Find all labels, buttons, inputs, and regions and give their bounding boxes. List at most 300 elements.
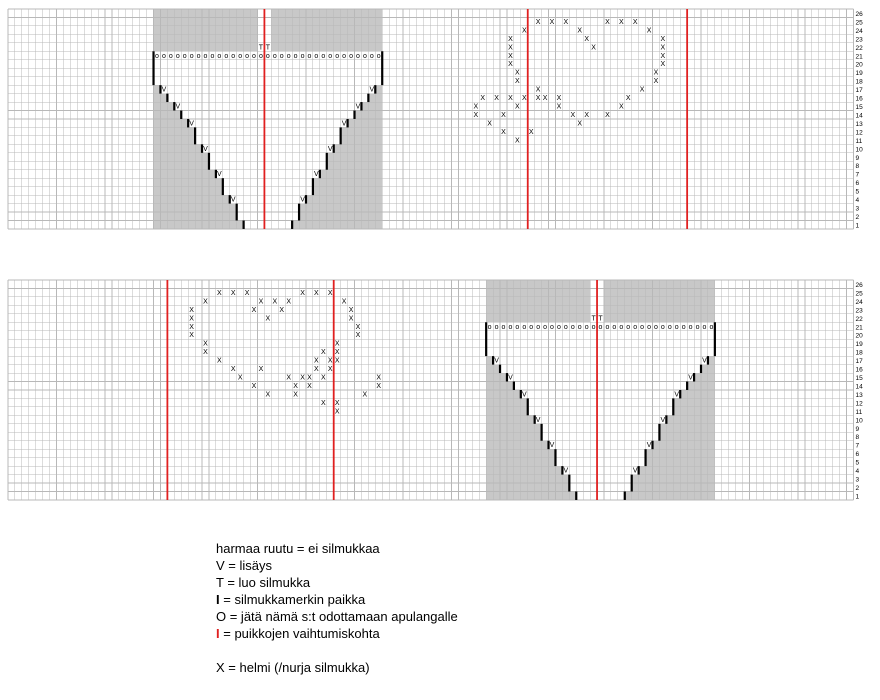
stitch-cell (285, 68, 292, 76)
stitch-cell (202, 68, 209, 76)
purl-stitch: X (639, 86, 645, 94)
stitch-cell (174, 94, 181, 102)
stitch-cell (576, 407, 583, 415)
stitch-cell (244, 85, 251, 93)
stitch-cell (569, 339, 576, 347)
stitch-cell (549, 339, 556, 347)
stitch-cell (244, 111, 251, 119)
stitch-cell (569, 449, 576, 457)
purl-stitch: X (515, 69, 520, 77)
hold-stitch: o (175, 52, 180, 60)
purl-stitch: X (300, 289, 305, 297)
stitch-cell (535, 382, 542, 390)
hold-stitch: o (369, 52, 374, 60)
stitch-cell (583, 398, 590, 406)
stitch-cell (666, 339, 673, 347)
purl-stitch: X (334, 340, 340, 348)
hold-stitch: o (570, 323, 575, 331)
increase-stitch: V (161, 86, 167, 94)
purl-stitch: X (189, 323, 194, 331)
increase-stitch: V (217, 171, 222, 179)
stitch-cell (285, 127, 292, 135)
stitch-cell (625, 373, 632, 381)
stitch-cell (535, 331, 542, 339)
stitch-cell (223, 85, 230, 93)
stitch-cell (327, 94, 334, 102)
purl-stitch: X (605, 18, 610, 26)
stitch-cell (521, 331, 528, 339)
legend-marker (216, 591, 458, 608)
purl-stitch: X (570, 111, 576, 119)
stitch-cell (590, 466, 597, 474)
stitch-cell (264, 119, 271, 127)
stitch-cell (257, 187, 264, 195)
stitch-cell (278, 68, 285, 76)
stitch-cell (694, 331, 701, 339)
stitch-cell (237, 127, 244, 135)
stitch-cell (195, 102, 202, 110)
stitch-cell (195, 85, 202, 93)
stitch-cell (562, 382, 569, 390)
stitch-cell (555, 348, 562, 356)
purl-stitch: X (327, 366, 333, 374)
stitch-cell (576, 331, 583, 339)
red-text: = puikkojen vaihtumiskohta (219, 626, 380, 641)
hold-stitch: o (640, 323, 645, 331)
stitch-cell (202, 102, 209, 110)
stitch-cell (251, 102, 258, 110)
purl-stitch: X (230, 366, 236, 374)
stitch-cell (299, 178, 306, 186)
stitch-cell (278, 136, 285, 144)
stitch-cell (583, 415, 590, 423)
stitch-cell (659, 331, 666, 339)
stitch-cell (542, 365, 549, 373)
stitch-cell (625, 407, 632, 415)
stitch-cell (569, 415, 576, 423)
stitch-cell (562, 356, 569, 364)
stitch-cell (285, 136, 292, 144)
stitch-cell (341, 68, 348, 76)
stitch-cell (535, 407, 542, 415)
stitch-cell (181, 85, 188, 93)
stitch-cell (341, 77, 348, 85)
stitch-cell (687, 331, 694, 339)
stitch-cell (327, 60, 334, 68)
purl-stitch: X (258, 366, 264, 374)
stitch-cell (285, 178, 292, 186)
stitch-cell (618, 466, 625, 474)
stitch-cell (583, 492, 590, 500)
stitch-cell (355, 60, 362, 68)
purl-stitch: X (473, 103, 479, 111)
legend-o: O = jätä nämä s:t odottamaan apulangalle (216, 609, 458, 624)
stitch-cell (223, 153, 230, 161)
stitch-cell (257, 153, 264, 161)
stitch-cell (618, 339, 625, 347)
stitch-cell (569, 458, 576, 466)
stitch-cell (576, 475, 583, 483)
stitch-cell (264, 17, 271, 25)
stitch-cell (306, 144, 313, 152)
stitch-cell (209, 85, 216, 93)
row-number: 13 (855, 391, 863, 399)
stitch-cell (604, 475, 611, 483)
stitch-cell (583, 382, 590, 390)
increase-stitch: V (314, 171, 319, 179)
stitch-cell (327, 102, 334, 110)
stitch-cell (535, 398, 542, 406)
purl-stitch: X (320, 374, 326, 382)
legend-gray: harmaa ruutu = ei silmukkaa (216, 541, 380, 556)
stitch-cell (673, 331, 680, 339)
stitch-cell (292, 195, 299, 203)
stitch-cell (264, 94, 271, 102)
stitch-cell (244, 195, 251, 203)
stitch-cell (576, 449, 583, 457)
legend-t: T = luo silmukka (216, 575, 311, 590)
purl-stitch: X (355, 332, 361, 340)
stitch-cell (216, 127, 223, 135)
stitch-cell (625, 390, 632, 398)
stitch-cell (576, 373, 583, 381)
stitch-cell (604, 373, 611, 381)
stitch-cell (576, 458, 583, 466)
stitch-cell (632, 382, 639, 390)
row-number: 10 (855, 417, 863, 425)
stitch-cell (257, 17, 264, 25)
stitch-cell (673, 348, 680, 356)
stitch-cell (555, 424, 562, 432)
stitch-cell (299, 60, 306, 68)
stitch-cell (583, 475, 590, 483)
stitch-cell (244, 127, 251, 135)
stitch-cell (202, 77, 209, 85)
purl-stitch: X (258, 298, 264, 306)
stitch-cell (590, 339, 597, 347)
stitch-cell (216, 94, 223, 102)
stitch-cell (244, 77, 251, 85)
stitch-cell (251, 153, 258, 161)
stitch-cell (257, 60, 264, 68)
stitch-cell (292, 77, 299, 85)
stitch-cell (542, 398, 549, 406)
stitch-cell (535, 373, 542, 381)
row-number: 17 (855, 358, 863, 366)
stitch-cell (694, 356, 701, 364)
hold-stitch: o (626, 323, 631, 331)
stitch-cell (597, 365, 604, 373)
purl-stitch: X (217, 357, 222, 365)
stitch-cell (632, 424, 639, 432)
increase-stitch: V (563, 467, 569, 475)
stitch-cell (230, 119, 237, 127)
stitch-cell (549, 365, 556, 373)
stitch-cell (223, 119, 230, 127)
stitch-cell (680, 348, 687, 356)
purl-stitch: X (376, 374, 382, 382)
stitch-cell (251, 94, 258, 102)
stitch-cell (542, 415, 549, 423)
stitch-cell (528, 356, 535, 364)
purl-stitch: X (279, 306, 285, 314)
row-number: 18 (855, 78, 863, 86)
stitch-cell (237, 102, 244, 110)
stitch-cell (569, 432, 576, 440)
stitch-cell (611, 398, 618, 406)
stitch-cell (652, 365, 659, 373)
stitch-cell (618, 432, 625, 440)
purl-stitch: X (293, 382, 298, 390)
chart-grid (8, 9, 853, 229)
stitch-cell (195, 94, 202, 102)
increase-stitch: V (175, 103, 181, 111)
hold-stitch: o (660, 323, 665, 331)
stitch-cell (632, 415, 639, 423)
stitch-cell (285, 153, 292, 161)
hold-stitch: o (674, 323, 679, 331)
stitch-cell (223, 60, 230, 68)
stitch-cell (334, 85, 341, 93)
stitch-cell (244, 60, 251, 68)
stitch-cell (652, 390, 659, 398)
stitch-cell (257, 161, 264, 169)
stitch-cell (521, 348, 528, 356)
purl-stitch: X (508, 44, 513, 52)
stitch-cell (625, 415, 632, 423)
stitch-cell (209, 102, 216, 110)
stitch-cell (597, 356, 604, 364)
purl-stitch: X (501, 128, 506, 136)
stitch-cell (244, 119, 251, 127)
stitch-cell (555, 398, 562, 406)
stitch-cell (639, 390, 646, 398)
row-number: 16 (855, 366, 863, 374)
stitch-cell (583, 348, 590, 356)
row-number: 25 (855, 19, 863, 27)
stitch-cell (576, 348, 583, 356)
stitch-cell (251, 60, 258, 68)
purl-stitch: X (605, 111, 610, 119)
stitch-cell (264, 161, 271, 169)
stitch-cell (611, 365, 618, 373)
purl-stitch: X (251, 306, 257, 314)
hold-stitch: o (536, 323, 541, 331)
stitch-cell (181, 68, 188, 76)
stitch-cell (237, 187, 244, 195)
stitch-cell (271, 221, 278, 229)
stitch-cell (549, 398, 556, 406)
stitch-cell (292, 60, 299, 68)
stitch-cell (361, 77, 368, 85)
hold-stitch: o (189, 52, 194, 60)
stitch-cell (597, 415, 604, 423)
stitch-cell (632, 441, 639, 449)
stitch-cell (306, 111, 313, 119)
stitch-cell (278, 178, 285, 186)
purl-stitch: X (515, 78, 520, 86)
stitch-cell (209, 119, 216, 127)
stitch-cell (285, 85, 292, 93)
purl-stitch: X (632, 18, 638, 26)
stitch-cell (521, 365, 528, 373)
stitch-cell (514, 373, 521, 381)
purl-stitch: X (584, 35, 589, 43)
stitch-cell (562, 415, 569, 423)
stitch-cell (555, 382, 562, 390)
purl-stitch: X (376, 382, 382, 390)
stitch-cell (188, 111, 195, 119)
stitch-cell (251, 195, 258, 203)
stitch-cell (597, 305, 604, 313)
stitch-cell (216, 161, 223, 169)
stitch-cell (285, 111, 292, 119)
stitch-cell (625, 458, 632, 466)
stitch-cell (278, 144, 285, 152)
stitch-cell (666, 373, 673, 381)
purl-stitch: X (556, 95, 562, 103)
increase-stitch: V (660, 416, 666, 424)
stitch-cell (355, 68, 362, 76)
increase-stitch: V (494, 357, 499, 365)
stitch-cell (562, 407, 569, 415)
stitch-cell (666, 390, 673, 398)
stitch-cell (618, 407, 625, 415)
stitch-cell (611, 466, 618, 474)
stitch-cell (299, 119, 306, 127)
stitch-cell (306, 127, 313, 135)
stitch-cell (611, 492, 618, 500)
stitch-cell (618, 348, 625, 356)
stitch-cell (618, 390, 625, 398)
stitch-cell (549, 373, 556, 381)
stitch-cell (223, 77, 230, 85)
stitch-cell (334, 119, 341, 127)
hold-stitch: o (556, 323, 561, 331)
stitch-cell (306, 102, 313, 110)
stitch-cell (611, 373, 618, 381)
purl-stitch: X (563, 18, 569, 26)
stitch-cell (285, 119, 292, 127)
stitch-cell (646, 382, 653, 390)
stitch-cell (687, 348, 694, 356)
stitch-cell (202, 60, 209, 68)
hold-stitch: o (667, 323, 672, 331)
stitch-cell (604, 348, 611, 356)
stitch-cell (659, 365, 666, 373)
stitch-cell (251, 144, 258, 152)
stitch-cell (306, 60, 313, 68)
purl-stitch: X (591, 44, 596, 52)
stitch-cell (244, 204, 251, 212)
cast-on-stitch: T (258, 44, 264, 52)
purl-stitch: X (535, 18, 541, 26)
hold-stitch: o (328, 52, 333, 60)
stitch-cell (590, 398, 597, 406)
stitch-cell (264, 85, 271, 93)
stitch-cell (646, 339, 653, 347)
stitch-cell (590, 382, 597, 390)
hold-stitch: o (550, 323, 554, 331)
stitch-cell (632, 432, 639, 440)
row-number: 20 (855, 332, 863, 340)
stitch-cell (583, 365, 590, 373)
stitch-cell (313, 102, 320, 110)
row-number: 8 (855, 434, 860, 442)
increase-stitch: V (549, 442, 555, 450)
row-number: 13 (855, 120, 863, 128)
hold-stitch: o (577, 323, 582, 331)
stitch-cell (223, 170, 230, 178)
stitch-cell (299, 136, 306, 144)
stitch-cell (320, 60, 327, 68)
stitch-cell (514, 331, 521, 339)
stitch-cell (701, 331, 708, 339)
stitch-cell (251, 119, 258, 127)
stitch-cell (604, 331, 611, 339)
purl-stitch: X (265, 315, 271, 323)
stitch-cell (549, 407, 556, 415)
stitch-cell (639, 365, 646, 373)
increase-stitch: V (535, 416, 541, 424)
stitch-cell (257, 212, 264, 220)
stitch-cell (528, 339, 535, 347)
stitch-cell (361, 60, 368, 68)
hold-stitch: o (605, 323, 610, 331)
stitch-cell (230, 77, 237, 85)
stitch-cell (652, 339, 659, 347)
purl-stitch: X (508, 52, 513, 60)
hold-stitch: o (314, 52, 319, 60)
stitch-cell (237, 68, 244, 76)
stitch-cell (264, 195, 271, 203)
stitch-cell (257, 127, 264, 135)
stitch-cell (528, 365, 535, 373)
stitch-cell (271, 77, 278, 85)
stitch-cell (285, 161, 292, 169)
stitch-cell (223, 111, 230, 119)
stitch-cell (257, 195, 264, 203)
stitch-cell (292, 170, 299, 178)
row-number: 22 (855, 44, 863, 52)
stitch-cell (202, 94, 209, 102)
stitch-cell (687, 339, 694, 347)
stitch-cell (521, 339, 528, 347)
stitch-cell (181, 60, 188, 68)
stitch-cell (341, 85, 348, 93)
purl-stitch: X (307, 382, 312, 390)
stitch-cell (292, 187, 299, 195)
stitch-cell (209, 136, 216, 144)
hold-stitch: o (695, 323, 700, 331)
stitch-cell (618, 398, 625, 406)
stitch-cell (646, 432, 653, 440)
stitch-cell (597, 373, 604, 381)
stitch-cell (652, 373, 659, 381)
stitch-cell (264, 153, 271, 161)
stitch-cell (216, 144, 223, 152)
stitch-cell (299, 170, 306, 178)
stitch-cell (597, 483, 604, 491)
stitch-cell (590, 288, 597, 296)
stitch-cell (604, 356, 611, 364)
stitch-cell (493, 331, 500, 339)
stitch-cell (535, 356, 542, 364)
stitch-cell (271, 153, 278, 161)
stitch-cell (555, 415, 562, 423)
increase-stitch: V (521, 391, 527, 399)
hold-stitch: o (633, 323, 638, 331)
